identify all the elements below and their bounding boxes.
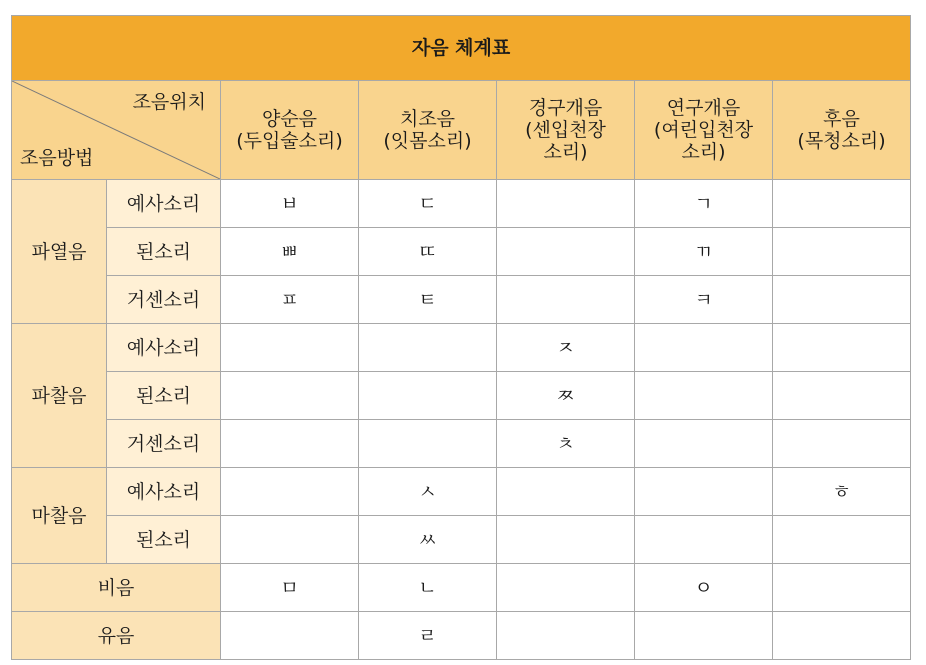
consonant-cell bbox=[497, 180, 635, 228]
consonant-cell bbox=[497, 516, 635, 564]
column-header-label: 경구개음 (센입천장 소리) bbox=[525, 97, 606, 163]
consonant-cell bbox=[359, 420, 497, 468]
consonant-cell: ㅃ bbox=[221, 228, 359, 276]
column-header-velar bbox=[635, 81, 773, 180]
consonant-cell bbox=[773, 228, 911, 276]
table-row bbox=[12, 228, 911, 276]
consonant-cell bbox=[773, 420, 911, 468]
consonant-cell bbox=[635, 516, 773, 564]
consonant-cell: ㄸ bbox=[359, 228, 497, 276]
column-header-label: 연구개음 (여린입천장 소리) bbox=[653, 97, 754, 163]
consonant-cell bbox=[635, 612, 773, 660]
manner-label: 조음방법 bbox=[20, 147, 94, 169]
consonant-cell bbox=[635, 372, 773, 420]
column-header-bilabial bbox=[221, 81, 359, 180]
column-header-palatal bbox=[497, 81, 635, 180]
consonant-cell bbox=[635, 420, 773, 468]
consonant-cell: ㅊ bbox=[497, 420, 635, 468]
consonant-cell bbox=[221, 372, 359, 420]
manner-label-affricate: 파찰음 bbox=[12, 324, 107, 468]
table-row bbox=[12, 372, 911, 420]
consonant-cell bbox=[773, 276, 911, 324]
table-row bbox=[12, 420, 911, 468]
column-header-label: 후음 (목청소리) bbox=[797, 108, 886, 152]
table-row bbox=[12, 324, 911, 372]
sub-label: 예사소리 bbox=[107, 468, 221, 516]
column-header-label: 치조음 (잇몸소리) bbox=[383, 108, 472, 152]
sub-label: 된소리 bbox=[107, 228, 221, 276]
consonant-cell bbox=[635, 324, 773, 372]
consonant-cell bbox=[773, 372, 911, 420]
consonant-cell: ㅉ bbox=[497, 372, 635, 420]
consonant-cell bbox=[773, 564, 911, 612]
chart-title: 자음 체계표 bbox=[12, 16, 911, 81]
consonant-cell bbox=[497, 276, 635, 324]
column-header-label: 양순음 (두입술소리) bbox=[236, 108, 343, 152]
manner-label-fricative: 마찰음 bbox=[12, 468, 107, 564]
consonant-cell: ㅆ bbox=[359, 516, 497, 564]
manner-label-plosive: 파열음 bbox=[12, 180, 107, 324]
consonant-cell bbox=[221, 516, 359, 564]
consonant-cell bbox=[773, 180, 911, 228]
sub-label: 된소리 bbox=[107, 516, 221, 564]
table-row bbox=[12, 564, 911, 612]
consonant-cell: ㅌ bbox=[359, 276, 497, 324]
consonant-cell bbox=[221, 420, 359, 468]
consonant-cell: ㅍ bbox=[221, 276, 359, 324]
sub-label: 예사소리 bbox=[107, 180, 221, 228]
consonant-cell bbox=[773, 324, 911, 372]
consonant-chart bbox=[11, 15, 911, 660]
table-row bbox=[12, 180, 911, 228]
consonant-cell bbox=[773, 612, 911, 660]
table-row bbox=[12, 516, 911, 564]
sub-label: 예사소리 bbox=[107, 324, 221, 372]
consonant-cell bbox=[221, 324, 359, 372]
position-label: 조음위치 bbox=[132, 91, 206, 113]
consonant-cell bbox=[221, 612, 359, 660]
corner-header-cell bbox=[12, 81, 221, 180]
consonant-cell bbox=[773, 516, 911, 564]
consonant-cell: ㅈ bbox=[497, 324, 635, 372]
consonant-cell bbox=[635, 468, 773, 516]
consonant-cell bbox=[221, 468, 359, 516]
consonant-cell: ㅅ bbox=[359, 468, 497, 516]
manner-label-nasal: 비음 bbox=[12, 564, 221, 612]
consonant-cell: ㅇ bbox=[635, 564, 773, 612]
consonant-cell: ㅂ bbox=[221, 180, 359, 228]
consonant-cell: ㅎ bbox=[773, 468, 911, 516]
sub-label: 거센소리 bbox=[107, 420, 221, 468]
consonant-cell bbox=[497, 228, 635, 276]
consonant-cell: ㄴ bbox=[359, 564, 497, 612]
sub-label: 된소리 bbox=[107, 372, 221, 420]
consonant-cell: ㄲ bbox=[635, 228, 773, 276]
consonant-cell: ㅋ bbox=[635, 276, 773, 324]
table-row bbox=[12, 468, 911, 516]
consonant-cell bbox=[359, 372, 497, 420]
consonant-cell: ㄱ bbox=[635, 180, 773, 228]
manner-label-liquid: 유음 bbox=[12, 612, 221, 660]
consonant-cell: ㅁ bbox=[221, 564, 359, 612]
consonant-cell bbox=[359, 324, 497, 372]
consonant-cell: ㄹ bbox=[359, 612, 497, 660]
table-row bbox=[12, 276, 911, 324]
table-row bbox=[12, 612, 911, 660]
consonant-cell bbox=[497, 564, 635, 612]
consonant-cell bbox=[497, 612, 635, 660]
consonant-cell: ㄷ bbox=[359, 180, 497, 228]
sub-label: 거센소리 bbox=[107, 276, 221, 324]
consonant-cell bbox=[497, 468, 635, 516]
column-header-alveolar bbox=[359, 81, 497, 180]
column-header-glottal bbox=[773, 81, 911, 180]
